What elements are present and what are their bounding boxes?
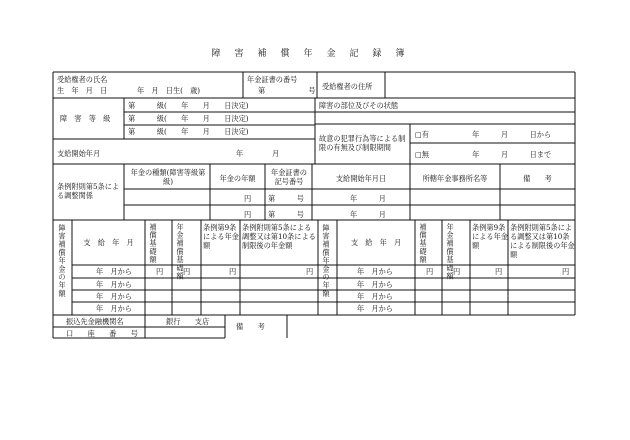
adjust-header-annual-amount: 年金の年額: [219, 174, 256, 183]
bank-name-value: 銀行 支店: [166, 317, 210, 326]
birth-date-value: 年 月 日生( 歳): [137, 86, 201, 95]
annual-header-art9-right: 条例第9条による年金額: [472, 223, 508, 250]
annual-yen-3: 円: [229, 267, 237, 276]
adjust-header-pension-type: 年金の種類(障害等級第 級): [130, 168, 213, 186]
adjust-header-cert-number: 年金証書の記号番号: [271, 168, 307, 186]
annual-row-2-left: 年 月から: [96, 280, 132, 289]
annual-yen-1: 円: [156, 267, 164, 276]
annual-side-label-left: 障害補償年金の年額: [58, 224, 67, 298]
annual-row-4-left: 年 月から: [96, 304, 132, 313]
adjust-ym-2: 年 月: [350, 210, 386, 219]
adjust-header-office: 所轄年金事務所名等: [422, 174, 488, 183]
annual-row-2-right: 年 月から: [357, 280, 393, 289]
payment-start-value: 年 月: [236, 149, 280, 158]
annual-row-3-right: 年 月から: [357, 292, 393, 301]
adjust-number-2: 第 号: [268, 210, 304, 219]
certificate-number-label: 年金証書の番号: [247, 75, 298, 84]
annual-header-art9: 条例第9条による年金額: [203, 223, 239, 250]
adjust-yen-2: 円: [244, 210, 252, 219]
footer-remarks-label: 備 考: [236, 322, 265, 331]
grade-row-1: 第 級( 年 月 日決定): [128, 101, 249, 110]
bank-name-label: 振込先金融機関名: [66, 317, 124, 326]
annual-yen-6: 円: [453, 267, 461, 276]
annual-header-base-right: 補償基礎額: [419, 223, 428, 264]
crime-restriction-label: 故意の犯罪行為等による制限の有無及び制限期間: [319, 134, 406, 152]
account-number-label: 口 座 番 号: [66, 329, 138, 338]
recipient-address-label: 受給権者の住所: [322, 82, 373, 91]
annual-row-1-right: 年 月から: [357, 267, 393, 276]
annual-yen-5: 円: [426, 267, 434, 276]
annual-yen-8: 円: [562, 267, 570, 276]
disability-site-label: 障害の部位及びその状態: [319, 101, 399, 110]
annual-header-pension-base: 年金補償基礎額: [176, 223, 185, 281]
annual-yen-7: 円: [495, 267, 503, 276]
restriction-no-row: □無 年 月 日まで: [415, 150, 552, 159]
annual-row-3-left: 年 月から: [96, 292, 132, 301]
recipient-name-label: 受給権者の氏名: [57, 75, 108, 84]
adjust-header-remarks: 備 考: [523, 174, 552, 183]
payment-start-label: 支給開始年月: [57, 149, 101, 158]
annual-yen-2: 円: [183, 267, 191, 276]
annual-row-4-right: 年 月から: [357, 304, 393, 313]
annual-yen-4: 円: [306, 267, 314, 276]
annual-header-adjusted: 条例附則第5条による調整又は第10条による制限後の年金額: [242, 223, 316, 250]
adjust-yen-1: 円: [244, 194, 252, 203]
annual-header-base: 補償基礎額: [149, 223, 158, 264]
grade-row-2: 第 級( 年 月 日決定): [128, 114, 249, 123]
grade-row-3: 第 級( 年 月 日決定): [128, 127, 249, 136]
adjust-header-start-date: 支給開始年月日: [335, 174, 387, 183]
adjust-ym-1: 年 月: [350, 194, 386, 203]
annual-header-pay-month-right: 支 給 年 月: [350, 238, 402, 247]
disability-grade-label: 障 害 等 級: [60, 114, 111, 123]
annual-header-adjusted-right: 条例附則第5条による調整又は第10条による制限後の年金額: [510, 223, 575, 259]
annual-header-pay-month: 支 給 年 月: [83, 238, 134, 247]
adjustment-label: 条例附則第5条による調整関係: [57, 182, 120, 200]
adjust-number-1: 第 号: [268, 194, 304, 203]
annual-header-pension-base-right: 年金補償基礎額: [446, 223, 455, 281]
annual-side-label-right: 障害補償年金の年額: [322, 224, 331, 298]
document-title: 障害補償年金記録簿: [211, 49, 419, 59]
restriction-yes-row: □有 年 月 日から: [415, 130, 552, 139]
annual-row-1-left: 年 月から: [96, 267, 132, 276]
certificate-number-value: 第 号: [258, 86, 316, 95]
birth-date-label: 生 年 月 日: [57, 86, 108, 95]
